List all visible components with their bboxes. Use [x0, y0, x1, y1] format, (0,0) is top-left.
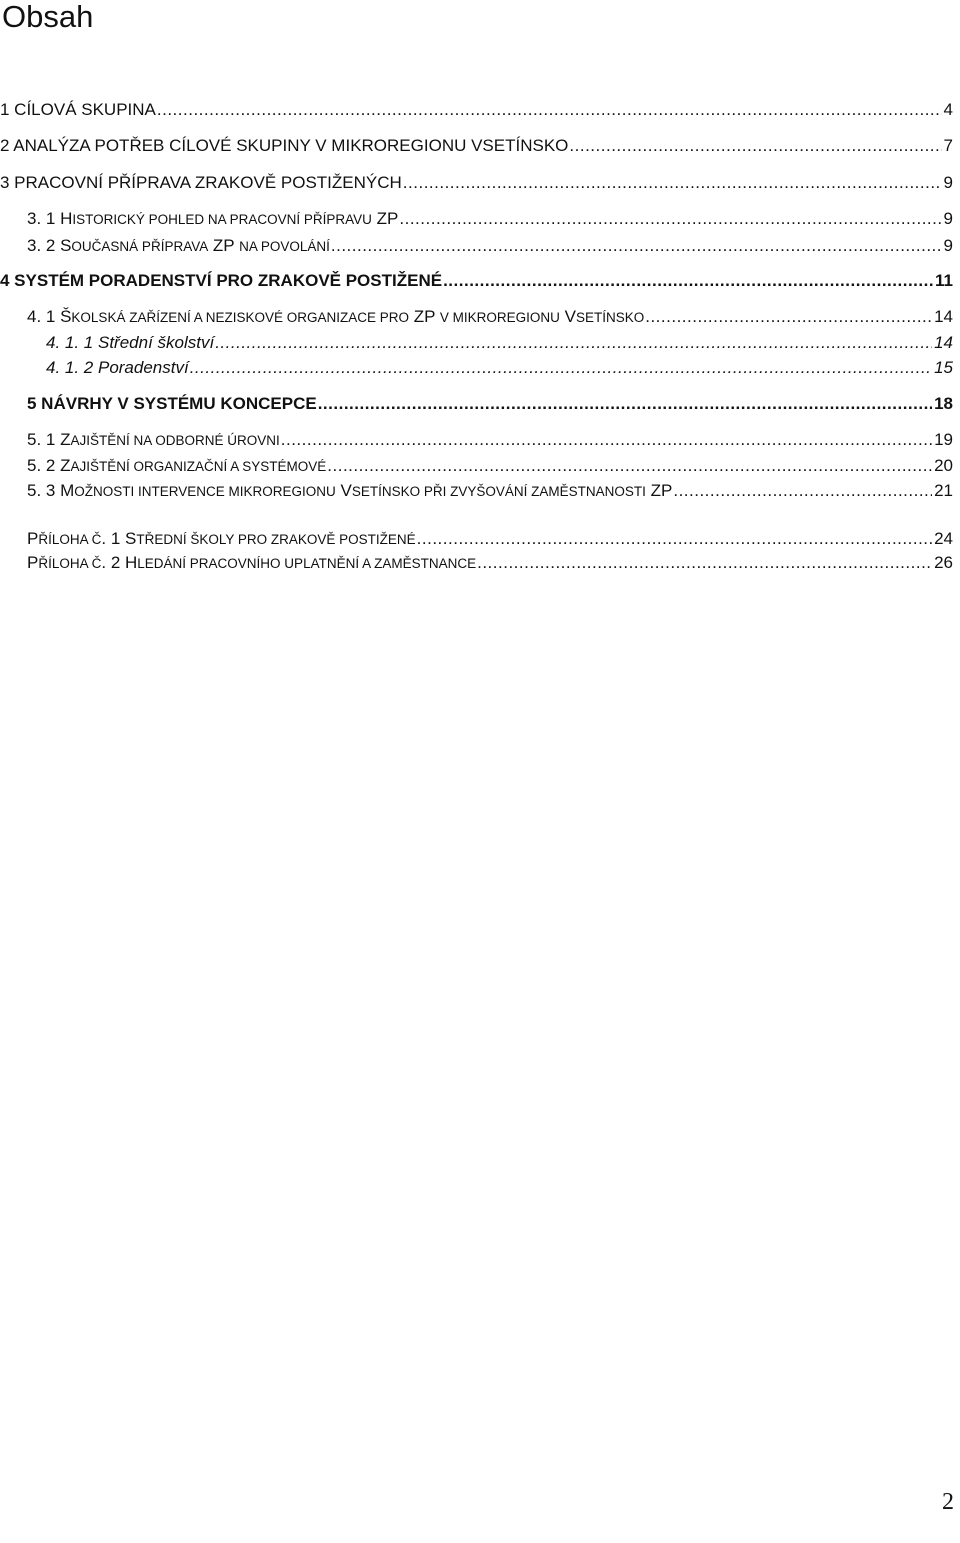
toc-entry-label: [27, 235, 330, 258]
toc-entry[interactable]: [27, 552, 953, 575]
toc-label-part: AJIŠTĚNÍ NA ODBORNÉ ÚROVNI: [70, 433, 280, 448]
toc-entry[interactable]: [0, 270, 953, 292]
toc-label-part: AJIŠTĚNÍ ORGANIZAČNÍ A SYSTÉMOVÉ: [70, 459, 327, 474]
toc-entry[interactable]: [0, 172, 953, 194]
toc-leader-dots: [281, 429, 932, 451]
toc-entry-page: 26: [934, 553, 953, 572]
toc-label-part: KOLSKÁ ZAŘÍZENÍ A NEZISKOVÉ ORGANIZACE PRO: [71, 310, 410, 325]
page-number: 2: [942, 1489, 954, 1515]
toc-entry-page: 11: [935, 271, 953, 290]
toc-label-part: ŘÍLOHA Č: [38, 556, 102, 571]
toc-entry-page: 21: [934, 481, 953, 500]
toc-entry-label: [27, 429, 280, 452]
toc-label-part: 3 PRACOVNÍ PŘÍPRAVA ZRAKOVĚ POSTIŽENÝCH: [0, 173, 402, 192]
toc-label-part: P: [27, 553, 39, 572]
toc-label-part: 5. 1 Z: [27, 430, 71, 449]
toc-leader-dots: [673, 480, 932, 502]
toc-label-part: LEDÁNÍ PRACOVNÍHO UPLATNĚNÍ A ZAMĚSTNANCE: [137, 556, 477, 571]
toc-leader-dots: [190, 357, 932, 379]
toc-entry-label: [0, 135, 568, 157]
toc-entry-label: [27, 480, 672, 503]
toc-label-part: . 2 H: [101, 553, 138, 572]
toc-label-part: ZP: [409, 307, 440, 326]
toc-entry-page: 4: [943, 100, 953, 119]
toc-entry-page: 14: [934, 333, 953, 352]
toc-entry-label: [27, 393, 317, 415]
toc-leader-dots: [417, 528, 932, 550]
toc-leader-dots: [403, 172, 942, 194]
toc-label-part: TŘEDNÍ ŠKOLY PRO ZRAKOVĚ POSTIŽENÉ: [136, 532, 416, 547]
toc-leader-dots: [318, 393, 932, 415]
toc-label-part: 4 SYSTÉM PORADENSTVÍ PRO ZRAKOVĚ POSTIŽENÉ: [0, 271, 443, 290]
toc-label-part: P: [27, 529, 39, 548]
toc-entry-label: [0, 270, 442, 292]
toc-entry-label: [0, 172, 402, 194]
toc-label-part: 4. 1 Š: [27, 307, 72, 326]
toc-entry-label: [27, 306, 644, 329]
toc-entry-page: 18: [934, 394, 953, 413]
toc-entry-page: 19: [934, 430, 953, 449]
toc-entry[interactable]: [27, 235, 953, 258]
toc-entry[interactable]: [27, 429, 953, 452]
toc-leader-dots: [477, 552, 932, 574]
toc-entry-page: 15: [934, 358, 953, 377]
toc-entry-page: 20: [934, 456, 953, 475]
toc-label-part: 3. 1 H: [27, 209, 73, 228]
toc-entry[interactable]: [27, 306, 953, 329]
toc-leader-dots: [215, 332, 932, 354]
toc-label-part: . 1 S: [101, 529, 137, 548]
toc-entry-label: [27, 552, 476, 575]
toc-label-part: V: [559, 307, 576, 326]
toc-entry[interactable]: [0, 99, 953, 121]
toc-leader-dots: [569, 135, 941, 157]
toc-leader-dots: [645, 306, 932, 328]
toc-entry[interactable]: [27, 480, 953, 503]
toc-leader-dots: [443, 270, 933, 292]
toc-entry[interactable]: [27, 528, 953, 551]
toc-leader-dots: [157, 99, 942, 121]
toc-leader-dots: [327, 455, 932, 477]
toc-entry-page: 9: [943, 236, 953, 255]
toc-label-part: SETÍNSKO: [575, 310, 645, 325]
toc-label-part: 5. 3 M: [27, 481, 75, 500]
toc-leader-dots: [399, 208, 941, 230]
toc-label-part: 4. 1. 1 Střední školství: [46, 333, 215, 352]
toc-label-part: 5. 2 Z: [27, 456, 71, 475]
toc-label-part: ZP: [371, 209, 399, 228]
toc-entry[interactable]: [27, 455, 953, 478]
toc-label-part: 5 NÁVRHY V SYSTÉMU KONCEPCE: [27, 394, 317, 413]
toc-entry-page: 24: [934, 529, 953, 548]
toc-label-part: 4. 1. 2 Poradenství: [46, 358, 189, 377]
toc-label-part: V: [335, 481, 352, 500]
toc-label-part: 1 CÍLOVÁ SKUPINA: [0, 100, 156, 119]
toc-entry-label: [0, 99, 156, 121]
toc-entry-label: [27, 455, 326, 478]
toc-entry[interactable]: [46, 332, 953, 354]
page-title: Obsah: [2, 0, 94, 34]
toc-entry-label: [46, 357, 189, 379]
toc-entry-label: [27, 528, 416, 551]
toc-label-part: V MIKROREGIONU: [439, 310, 560, 325]
toc-entry-page: 9: [943, 173, 953, 192]
toc-entry[interactable]: [46, 357, 953, 379]
toc-label-part: 3. 2 S: [27, 236, 72, 255]
toc-label-part: 2 ANALÝZA POTŘEB CÍLOVÉ SKUPINY V MIKROREGIONU VSETÍNSKO: [0, 136, 569, 155]
toc-leader-dots: [331, 235, 942, 257]
toc-label-part: OŽNOSTI INTERVENCE MIKROREGIONU: [74, 484, 336, 499]
toc-entry-page: 7: [943, 136, 953, 155]
toc-entry-label: [46, 332, 214, 354]
toc-entry[interactable]: [27, 393, 953, 415]
toc-entry-page: 14: [934, 307, 953, 326]
toc-label-part: OUČASNÁ PŘÍPRAVA: [71, 239, 209, 254]
toc-label-part: ŘÍLOHA Č: [38, 532, 102, 547]
toc-label-part: ZP: [208, 236, 240, 255]
toc-entry-page: 9: [943, 209, 953, 228]
toc-label-part: SETÍNSKO PŘI ZVYŠOVÁNÍ ZAMĚSTNANOSTI: [351, 484, 646, 499]
toc-label-part: NA POVOLÁNÍ: [239, 239, 330, 254]
toc-label-part: ZP: [645, 481, 673, 500]
toc-entry-label: [27, 208, 398, 231]
toc-entry[interactable]: [27, 208, 953, 231]
toc-label-part: ISTORICKÝ POHLED NA PRACOVNÍ PŘÍPRAVU: [72, 212, 372, 227]
toc-entry[interactable]: [0, 135, 953, 157]
